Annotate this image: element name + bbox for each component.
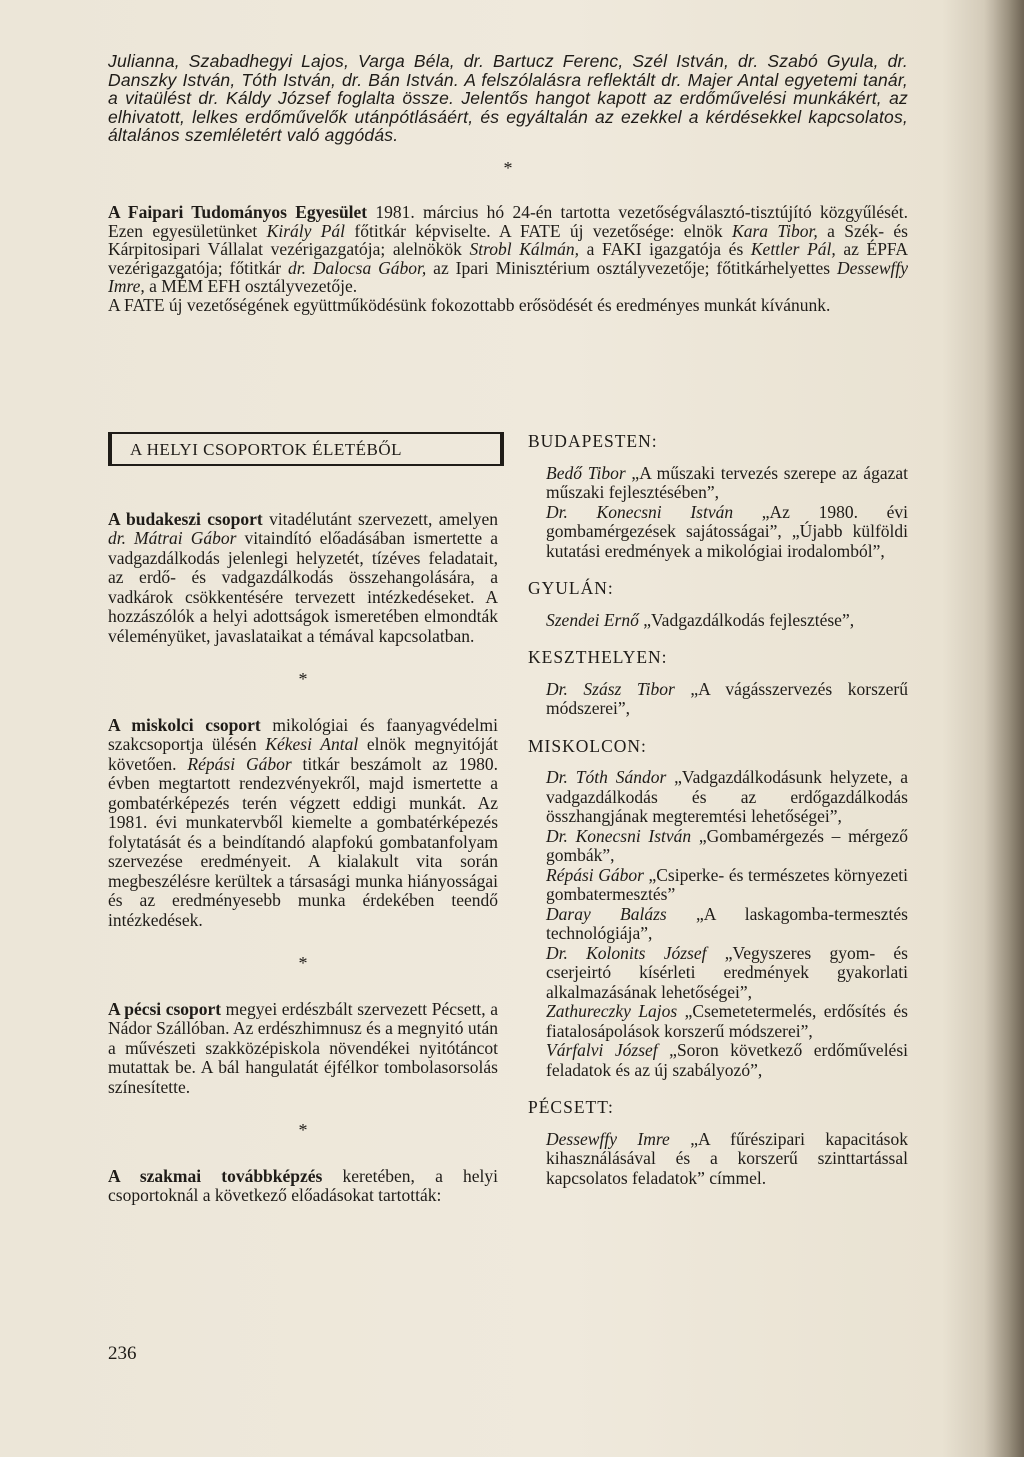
city-gyula: GYULÁN: xyxy=(528,578,614,598)
page-number: 236 xyxy=(108,1343,137,1364)
lecture-title: „A laskagomba-termesztés technológiája”, xyxy=(546,903,908,943)
fate-name-4: Kettler Pál, xyxy=(750,239,836,259)
separator-star: * xyxy=(298,953,308,973)
lecture-title: „Az 1980. évi gombamérgezések sajátosságai”, „Újabb külföldi kutatási eredmények a mikológiai irodalomból”, xyxy=(546,501,908,561)
page-edge-shadow xyxy=(984,0,1024,1457)
miskolc-text-c: titkár beszámolt az 1980. évben megtartott rendezvényekről, majd ismertette a gombatérképezés terén végzett eddigi munkát. Az 1981. évi munkatervből kiemelte a gombatérképezés folytatását és a beindítandó alapfokú gombatanfolyam szervezése eredményeit. A kialakult vita során megbeszélésre kerültek a társasági munka hiányosságai és az eredményesebb munka érdekében teendő intézkedések. xyxy=(108,753,498,930)
lecture-title: „Gombamérgezés – mérgező gombák”, xyxy=(546,825,909,865)
pecs-text: megyei erdészbált szervezett Pécsett, a Nádor Szállóban. Az erdészhimnusz és a megnyitó után a művészeti szakközépiskola növendékei nyitótáncot mutattak be. A bál hangulatát éjfélkor tombolasorsolás színesítette. xyxy=(108,998,498,1097)
budakeszi-heading: A budakeszi csoport xyxy=(108,508,263,529)
fate-text-g: a MÉM EFH osztályvezetője. xyxy=(144,276,358,296)
fate-name-5: dr. Dalocsa Gábor, xyxy=(287,257,427,278)
fate-text-e: az ÉPFA vezérigazgatója; főtitkár xyxy=(108,239,909,278)
lecture-entry xyxy=(546,464,908,503)
fate-text-a: 1981. március hó 24-én tartotta vezetőségválasztó-tisztújító közgyűlését. Ezen egyesületünket xyxy=(108,202,908,241)
pecs-entries xyxy=(528,1130,908,1189)
budakeszi-name: dr. Mátrai Gábor xyxy=(108,528,237,548)
separator-star: * xyxy=(503,157,513,178)
fate-text-c: a Szék- és Kárpitosipari Vállalat vezérigazgatója; alelnökök xyxy=(108,220,908,259)
lecturer-name: Bedő Tibor xyxy=(546,462,626,483)
training-text: keretében, a helyi csoportoknál a következő előadásokat tartották: xyxy=(108,1165,498,1205)
lecture-entry xyxy=(546,611,908,631)
lecture-entry xyxy=(546,1002,908,1041)
lecturer-name: Dr. Konecsni István xyxy=(546,825,692,846)
lecturer-name: Dr. Tóth Sándor xyxy=(546,767,667,787)
budakeszi-text-a: vitadélutánt szervezett, amelyen xyxy=(262,508,499,529)
intro-paragraph xyxy=(108,52,908,145)
fate-heading: A Faipari Tudományos Egyesület xyxy=(108,202,368,222)
pecs-heading: A pécsi csoport xyxy=(108,998,222,1019)
left-column xyxy=(108,432,498,1206)
budapest-entries xyxy=(528,464,908,562)
lecture-title: „A műszaki tervezés szerepe az ágazat műszaki fejlesztésében”, xyxy=(546,462,908,502)
miskolc-text-b: elnök megnyitóját követően. xyxy=(108,734,499,774)
lecture-entry xyxy=(546,1041,908,1080)
lecturer-name: Várfalvi József xyxy=(546,1040,658,1060)
section-title-box: A HELYI CSOPORTOK ÉLETÉBŐL xyxy=(108,432,504,466)
lecture-title: „A fűrészipari kapacitások kihasználásával és a korszerű szinttartással kapcsolatos feladatok” címmel. xyxy=(546,1128,908,1188)
lecturer-name: Dr. Kolonits József xyxy=(546,942,707,963)
lecturer-name: Répási Gábor xyxy=(546,864,644,885)
fate-name-1: Király Pál xyxy=(266,220,346,241)
city-pecs: PÉCSETT: xyxy=(528,1097,614,1117)
separator-star: * xyxy=(298,669,308,689)
lecturer-name: Zathureczky Lajos xyxy=(546,1001,678,1021)
lecturer-name: Dr. Szász Tibor xyxy=(546,678,675,699)
lecture-title: „Soron következő erdőművelési feladatok és az új szabályozó”, xyxy=(546,1040,908,1080)
lecture-entry xyxy=(546,680,908,719)
lecture-title: „A vágásszervezés korszerű módszerei”, xyxy=(546,678,908,718)
lecture-title: „Csiperke- és természetes környezeti gombatermesztés” xyxy=(546,864,908,904)
intro-text: Julianna, Szabadhegyi Lajos, Varga Béla, dr. Bartucz Ferenc, Szél István, dr. Szabó Gyula, dr. Danszky István, Tóth István, dr. Bán István. A felszólalásra reflektált dr. Majer Antal egyetemi tanár, a vitaülést dr. Káldy József foglalta össze. Jelentős hangot kapott az erdőművelési munkákért, az elhivatott, lelkes erdőművelők utánpótlásáért, és egyáltalán az ezekkel a kérdésekkel kapcsolatos, általános szemléletért való aggódás. xyxy=(108,51,908,145)
budakeszi-text-b: vitaindító előadásában ismertette a vadgazdálkodás jelenlegi helyzetét, tízéves feladatait, az erdő- és vadgazdálkodás összehangolására, a vadkárok csökkentésére tervezett intézkedéseket. A hozzászólók a helyi adottságok ismeretében elmondták véleményüket, javaslataikat a témával kapcsolatban. xyxy=(108,528,498,646)
fate-text-b: főtitkár képviselte. A FATE új vezetősége: elnök xyxy=(345,220,733,241)
fate-name-6: Dessewffy Imre, xyxy=(108,257,908,296)
lecture-entry xyxy=(546,866,908,905)
top-section xyxy=(108,52,908,314)
lecture-title: „Vegyszeres gyom- és cserjeirtó kísérleti eredmények gyakorlati alkalmazásának lehetőségei”, xyxy=(546,942,908,1002)
lecture-entry xyxy=(546,503,908,562)
lecture-entry xyxy=(546,827,908,866)
miskolc-text-a: mikológiai és faanyagvédelmi szakcsoportja ülésén xyxy=(108,714,498,754)
keszthely-entries xyxy=(528,680,908,719)
fate-paragraph xyxy=(108,203,908,296)
lecture-title: „Vadgazdálkodás fejlesztése”, xyxy=(638,609,855,630)
city-keszthely: KESZTHELYEN: xyxy=(528,647,668,667)
miskolc-heading: A miskolci csoport xyxy=(108,714,261,735)
lecturer-name: Szendei Ernő xyxy=(546,609,639,630)
lecturer-name: Dessewffy Imre xyxy=(546,1128,670,1149)
lecture-title: „Vadgazdálkodásunk helyzete, a vadgazdálkodás és az erdőgazdálkodás összhangjának megteremtési lehetőségei”, xyxy=(546,767,908,826)
budakeszi-paragraph xyxy=(108,510,498,647)
training-paragraph xyxy=(108,1167,498,1206)
lecturer-name: Dr. Konecsni István xyxy=(546,501,734,522)
training-heading: A szakmai továbbképzés xyxy=(108,1165,323,1186)
gyula-entries xyxy=(528,611,908,631)
lecturer-name: Daray Balázs xyxy=(546,903,667,924)
lecture-entry xyxy=(546,905,908,944)
lecture-title: „Csemetetermelés, erdősítés és fiatalosápolások korszerű módszerei”, xyxy=(546,1001,908,1041)
pecs-paragraph xyxy=(108,1000,498,1098)
fate-closing-paragraph: A FATE új vezetőségének együttműködésünk fokozottabb erősödését és eredményes munkát kívánunk. xyxy=(108,294,831,315)
lecture-entry xyxy=(546,1130,908,1189)
lecture-entry xyxy=(546,944,908,1003)
right-column xyxy=(528,432,908,1206)
city-miskolc: MISKOLCON: xyxy=(528,735,647,756)
miskolc-entries xyxy=(528,768,908,1080)
fate-text-f: az Ipari Minisztérium osztályvezetője; főtitkárhelyettes xyxy=(426,257,838,278)
separator-star: * xyxy=(298,1120,308,1140)
fate-name-2: Kara Tibor, xyxy=(732,220,818,241)
miskolc-paragraph xyxy=(108,716,498,931)
miskolc-name-1: Kékesi Antal xyxy=(265,734,359,754)
fate-text-d: a FAKI igazgatója és xyxy=(579,239,751,259)
fate-name-3: Strobl Kálmán, xyxy=(469,239,580,259)
lecture-entry xyxy=(546,768,908,827)
miskolc-name-2: Répási Gábor xyxy=(187,753,292,774)
city-budapest: BUDAPESTEN: xyxy=(528,431,658,451)
